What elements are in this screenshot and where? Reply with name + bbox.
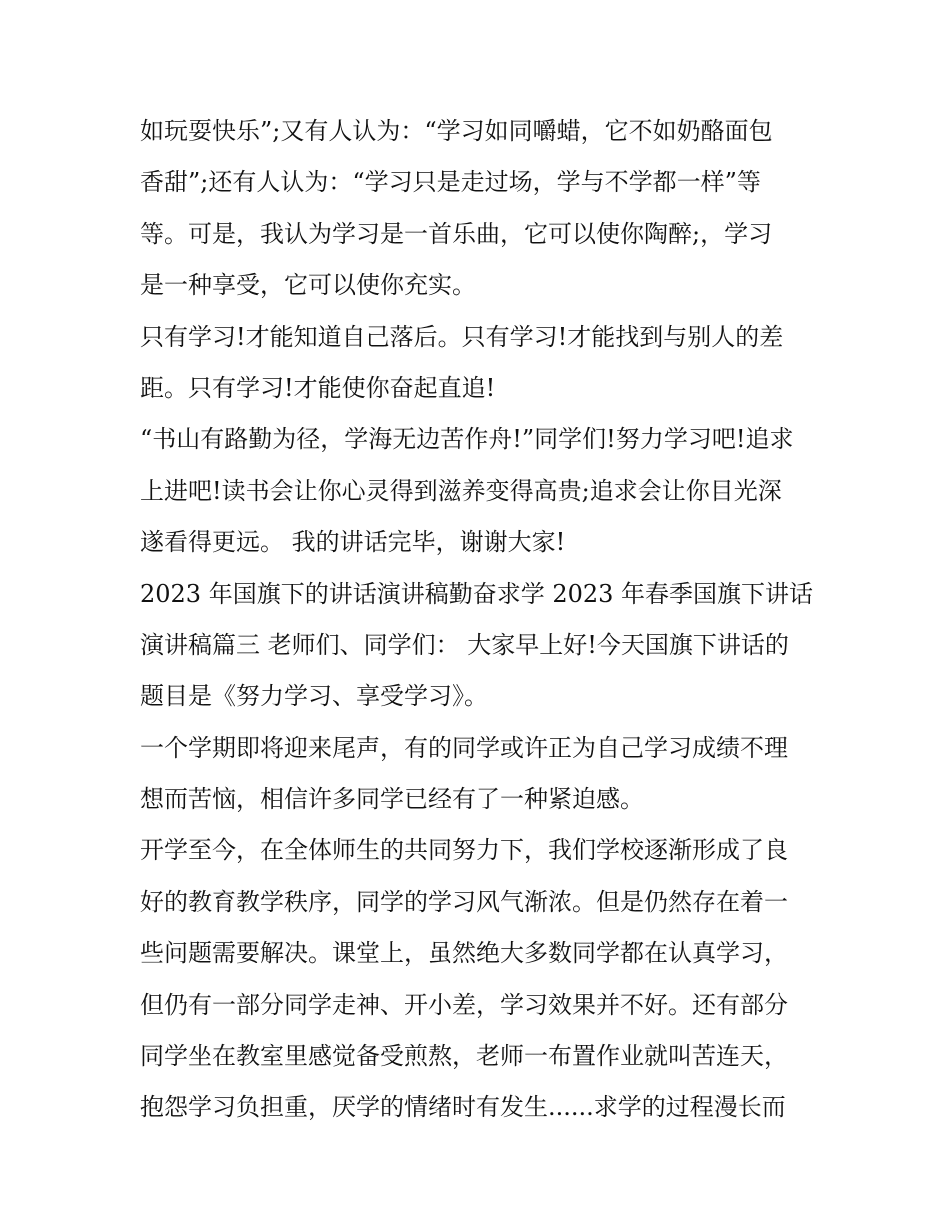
text-line: 如玩耍快乐”;又有人认为：“学习如同嚼蜡，它不如奶酪面包 xyxy=(140,117,773,145)
paragraph xyxy=(140,569,820,723)
text-line: 但仍有一部分同学走神、开小差，学习效果并不好。还有部分 xyxy=(140,990,788,1019)
text-line: 是一种享受，它可以使你充实。 xyxy=(140,271,476,300)
text-line: 抱怨学习负担重，厌学的情绪时有发生......求学的过程漫长而 xyxy=(140,1093,786,1122)
text-line: 好的教育教学秩序，同学的学习风气渐浓。但是仍然存在着一 xyxy=(140,887,788,916)
text-line: 想而苦恼，相信许多同学已经有了一种紧迫感。 xyxy=(140,785,644,814)
text-line: 只有学习!才能知道自己落后。只有学习!才能找到与别人的差 xyxy=(140,322,784,351)
text-line: 些问题需要解决。课堂上，虽然绝大多数同学都在认真学习， xyxy=(140,939,788,968)
text-line: 题目是《努力学习、享受学习》。 xyxy=(140,682,488,711)
text-line: 演讲稿篇三 老师们、同学们： 大家早上好!今天国旗下讲话的 xyxy=(140,630,789,659)
paragraph xyxy=(140,825,820,1133)
text-line: 等。可是，我认为学习是一首乐曲，它可以使你陶醉;，学习 xyxy=(140,219,773,248)
paragraph xyxy=(140,414,820,568)
text-line: 同学坐在教室里感觉备受煎熬，老师一布置作业就叫苦连天， xyxy=(140,1042,788,1071)
text-line: 一个学期即将迎来尾声，有的同学或许正为自己学习成绩不理 xyxy=(140,733,788,762)
text-line: “书山有路勤为径，学海无边苦作舟!”同学们!努力学习吧!追求 xyxy=(140,425,794,454)
text-line: 距。只有学习!才能使你奋起直追! xyxy=(140,373,496,402)
text-line: 2023 年国旗下的讲话演讲稿勤奋求学 2023 年春季国旗下讲话 xyxy=(140,579,814,608)
text-line: 香甜”;还有人认为：“学习只是走过场，学与不学都一样”等 xyxy=(140,168,761,197)
paragraph xyxy=(140,312,820,415)
text-line: 开学至今，在全体师生的共同努力下，我们学校逐渐形成了良 xyxy=(140,836,788,865)
text-line: 遂看得更远。 我的讲话完毕，谢谢大家! xyxy=(140,528,566,557)
paragraph xyxy=(140,723,820,826)
document-body xyxy=(140,106,820,1134)
paragraph xyxy=(140,106,820,312)
text-line: 上进吧!读书会让你心灵得到滋养变得高贵;追求会让你目光深 xyxy=(140,476,782,505)
